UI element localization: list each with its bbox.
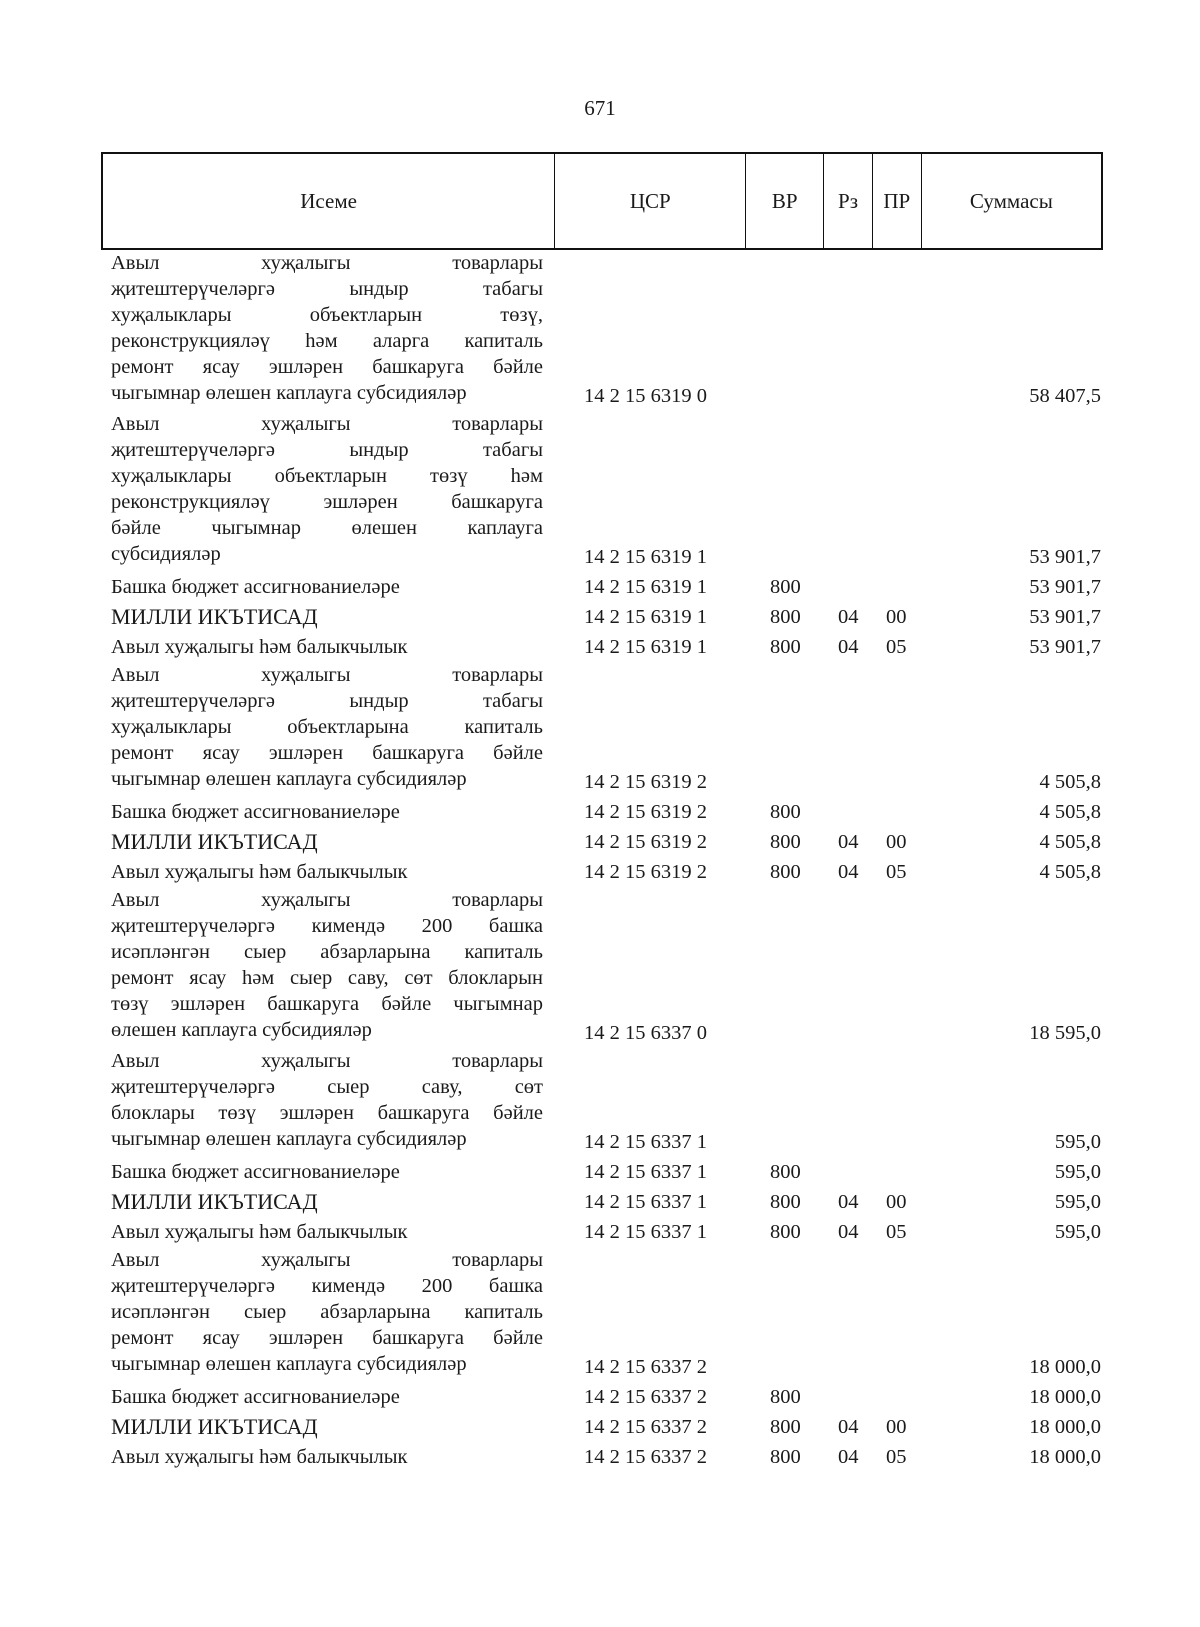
row-vr: 800 (770, 606, 801, 628)
row-name-line: Авыл хуҗалыгы товарлары (111, 1050, 543, 1072)
row-name (111, 1048, 543, 1152)
row-rz: 04 (838, 1446, 859, 1468)
header-csr: ЦСР (555, 154, 746, 248)
row-name (111, 574, 543, 600)
row-vr: 800 (770, 861, 801, 883)
row-name-line: МИЛЛИ ИКЪТИСАД (111, 1189, 318, 1214)
row-csr: 14 2 15 6337 1 (584, 1221, 707, 1243)
row-vr: 800 (770, 1446, 801, 1468)
row-pr: 00 (886, 606, 907, 628)
row-name-line: субсидияләр (111, 543, 221, 565)
table-row (0, 632, 1200, 662)
row-csr: 14 2 15 6337 2 (584, 1446, 707, 1468)
row-name-line: МИЛЛИ ИКЪТИСАД (111, 1414, 318, 1439)
row-name-line: Авыл хуҗалыгы һәм балыкчылык (111, 1446, 408, 1468)
table-row (0, 857, 1200, 887)
page-number: 671 (584, 96, 616, 120)
row-vr: 800 (770, 1416, 801, 1438)
row-name-line: хуҗалыклары объектларын төзү, (111, 304, 543, 326)
row-name (111, 1384, 543, 1410)
table-row (0, 1217, 1200, 1247)
row-name-line: Башка бюджет ассигнованиеләре (111, 576, 400, 598)
row-name-line: Авыл хуҗалыгы һәм балыкчылык (111, 1221, 408, 1243)
row-sum: 4 505,8 (1039, 771, 1101, 793)
table-row (0, 1247, 1200, 1382)
row-name-line: бәйле чыгымнар өлешен каплауга (111, 517, 543, 539)
row-csr: 14 2 15 6319 2 (584, 861, 707, 883)
row-name-line: җитештерүчеләргә кимендә 200 башка (111, 1275, 543, 1297)
row-sum: 18 000,0 (1029, 1356, 1101, 1378)
row-name (111, 1414, 543, 1440)
row-csr: 14 2 15 6337 2 (584, 1386, 707, 1408)
row-vr: 800 (770, 801, 801, 823)
row-csr: 14 2 15 6337 1 (584, 1191, 707, 1213)
row-name (111, 1444, 543, 1470)
row-name-line: төзү эшләрен башкаруга бәйле чыгымнар (111, 993, 543, 1015)
row-name-line: Башка бюджет ассигнованиеләре (111, 1161, 400, 1183)
row-name-line: МИЛЛИ ИКЪТИСАД (111, 604, 318, 629)
row-pr: 00 (886, 1416, 907, 1438)
row-sum: 18 000,0 (1029, 1446, 1101, 1468)
row-name-line: Авыл хуҗалыгы товарлары (111, 413, 543, 435)
row-csr: 14 2 15 6337 1 (584, 1161, 707, 1183)
row-name (111, 1159, 543, 1185)
table-row (0, 411, 1200, 572)
row-name-line: ремонт ясау эшләрен башкаруга бәйле (111, 356, 543, 378)
row-name-line: чыгымнар өлешен каплауга субсидияләр (111, 1128, 467, 1150)
row-csr: 14 2 15 6337 2 (584, 1416, 707, 1438)
header-rz: Рз (824, 154, 873, 248)
row-name-line: МИЛЛИ ИКЪТИСАД (111, 829, 318, 854)
row-name (111, 634, 543, 660)
row-csr: 14 2 15 6319 1 (584, 576, 707, 598)
row-name-line: җитештерүчеләргә ындыр табагы (111, 439, 543, 461)
row-name (111, 1219, 543, 1245)
table-body (0, 250, 1200, 1472)
row-rz: 04 (838, 1221, 859, 1243)
row-sum: 4 505,8 (1039, 861, 1101, 883)
row-name-line: Авыл хуҗалыгы товарлары (111, 1249, 543, 1271)
row-name (111, 662, 543, 792)
row-sum: 58 407,5 (1029, 385, 1101, 407)
row-pr: 00 (886, 831, 907, 853)
row-name-line: ремонт ясау эшләрен башкаруга бәйле (111, 1327, 543, 1349)
row-name-line: җитештерүчеләргә ындыр табагы (111, 690, 543, 712)
row-sum: 595,0 (1054, 1131, 1101, 1153)
row-name-line: җитештерүчеләргә сыер саву, сөт (111, 1076, 543, 1098)
row-pr: 05 (886, 1221, 907, 1243)
row-rz: 04 (838, 606, 859, 628)
row-sum: 4 505,8 (1039, 801, 1101, 823)
row-sum: 595,0 (1054, 1191, 1101, 1213)
row-csr: 14 2 15 6319 1 (584, 546, 707, 568)
table-row (0, 662, 1200, 797)
row-name (111, 604, 543, 630)
row-csr: 14 2 15 6337 1 (584, 1131, 707, 1153)
row-sum: 53 901,7 (1029, 546, 1101, 568)
table-row (0, 1048, 1200, 1157)
row-pr: 05 (886, 861, 907, 883)
row-name-line: Авыл хуҗалыгы һәм балыкчылык (111, 861, 408, 883)
row-rz: 04 (838, 861, 859, 883)
row-csr: 14 2 15 6337 0 (584, 1022, 707, 1044)
row-name (111, 1189, 543, 1215)
row-csr: 14 2 15 6319 2 (584, 831, 707, 853)
row-name-line: ремонт ясау һәм сыер саву, сөт блокларын (111, 967, 543, 989)
row-sum: 18 000,0 (1029, 1386, 1101, 1408)
row-name-line: исәпләнгән сыер абзарларына капиталь (111, 1301, 543, 1323)
row-name-line: чыгымнар өлешен каплауга субсидияләр (111, 1353, 467, 1375)
row-name-line: Авыл хуҗалыгы һәм балыкчылык (111, 636, 408, 658)
row-name-line: чыгымнар өлешен каплауга субсидияләр (111, 768, 467, 790)
table-row (0, 1157, 1200, 1187)
row-name (111, 1247, 543, 1377)
row-name-line: ремонт ясау эшләрен башкаруга бәйле (111, 742, 543, 764)
row-csr: 14 2 15 6319 0 (584, 385, 707, 407)
row-name-line: блоклары төзү эшләрен башкаруга бәйле (111, 1102, 543, 1124)
row-vr: 800 (770, 576, 801, 598)
row-sum: 18 000,0 (1029, 1416, 1101, 1438)
row-rz: 04 (838, 1416, 859, 1438)
row-pr: 05 (886, 1446, 907, 1468)
row-name-line: реконструкцияләү эшләрен башкаруга (111, 491, 543, 513)
row-name-line: Башка бюджет ассигнованиеләре (111, 1386, 400, 1408)
row-csr: 14 2 15 6319 1 (584, 636, 707, 658)
row-name-line: Авыл хуҗалыгы товарлары (111, 889, 543, 911)
row-pr: 05 (886, 636, 907, 658)
row-csr: 14 2 15 6337 2 (584, 1356, 707, 1378)
row-name-line: җитештерүчеләргә ындыр табагы (111, 278, 543, 300)
table-row (0, 1442, 1200, 1472)
row-sum: 595,0 (1054, 1161, 1101, 1183)
row-sum: 18 595,0 (1029, 1022, 1101, 1044)
row-name-line: хуҗалыклары объектларын төзү һәм (111, 465, 543, 487)
table-row (0, 1382, 1200, 1412)
row-name-line: Авыл хуҗалыгы товарлары (111, 664, 543, 686)
table-row (0, 602, 1200, 632)
row-sum: 53 901,7 (1029, 576, 1101, 598)
row-name-line: җитештерүчеләргә кимендә 200 башка (111, 915, 543, 937)
row-sum: 53 901,7 (1029, 636, 1101, 658)
row-vr: 800 (770, 1386, 801, 1408)
table-row (0, 827, 1200, 857)
row-csr: 14 2 15 6319 2 (584, 771, 707, 793)
row-csr: 14 2 15 6319 2 (584, 801, 707, 823)
row-name-line: хуҗалыклары объектларына капиталь (111, 716, 543, 738)
row-vr: 800 (770, 636, 801, 658)
row-vr: 800 (770, 831, 801, 853)
table-row (0, 1412, 1200, 1442)
table-header (101, 152, 1103, 250)
row-sum: 53 901,7 (1029, 606, 1101, 628)
row-name (111, 799, 543, 825)
row-name-line: өлешен каплауга субсидияләр (111, 1019, 372, 1041)
row-sum: 595,0 (1054, 1221, 1101, 1243)
row-csr: 14 2 15 6319 1 (584, 606, 707, 628)
row-vr: 800 (770, 1161, 801, 1183)
row-pr: 00 (886, 1191, 907, 1213)
row-name (111, 887, 543, 1043)
header-pr: ПР (873, 154, 922, 248)
header-sum: Суммасы (969, 188, 1053, 213)
table-row (0, 797, 1200, 827)
row-name-line: исәпләнгән сыер абзарларына капиталь (111, 941, 543, 963)
row-name-line: реконструкцияләү һәм аларга капиталь (111, 330, 543, 352)
row-name-line: чыгымнар өлешен каплауга субсидияләр (111, 382, 467, 404)
row-rz: 04 (838, 1191, 859, 1213)
table-row (0, 887, 1200, 1048)
header-name: Исеме (103, 154, 555, 248)
table-row (0, 572, 1200, 602)
row-rz: 04 (838, 636, 859, 658)
row-name (111, 411, 543, 567)
row-name (111, 829, 543, 855)
row-vr: 800 (770, 1221, 801, 1243)
table-row (0, 1187, 1200, 1217)
row-sum: 4 505,8 (1039, 831, 1101, 853)
row-name-line: Авыл хуҗалыгы товарлары (111, 252, 543, 274)
header-vr: ВР (746, 154, 824, 248)
row-name-line: Башка бюджет ассигнованиеләре (111, 801, 400, 823)
table-row (0, 250, 1200, 411)
row-name (111, 250, 543, 406)
row-vr: 800 (770, 1191, 801, 1213)
row-rz: 04 (838, 831, 859, 853)
row-name (111, 859, 543, 885)
